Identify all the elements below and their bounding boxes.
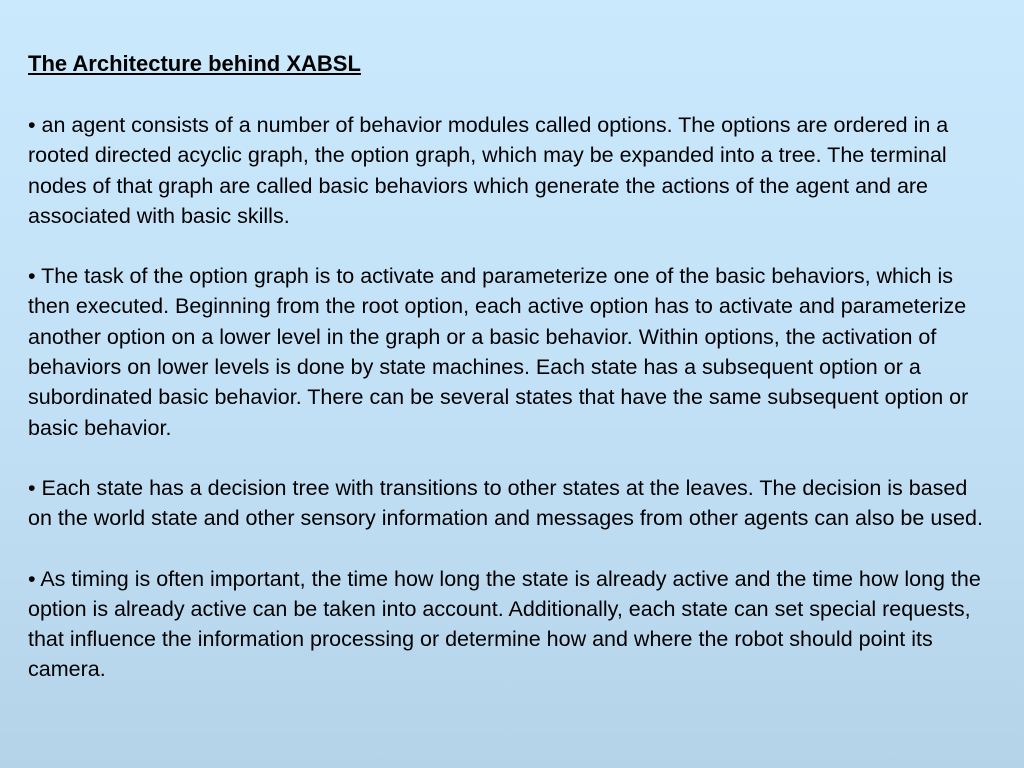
bullet-option-graph-task: • The task of the option graph is to activate and parameterize one of the basic behaviors, which is then executed. Beginning from the root option, each active option has to activate and parameterize another option on a lower level in the graph or a basic behavior. Within options, the activation of behaviors on lower levels is done by state machines. Each state has a subsequent option or a subordinated basic behavior. There can be several states that have the same subsequent option or basic behavior. bbox=[28, 264, 969, 440]
bullet-timing: • As timing is often important, the time how long the state is already active and the time how long the option is already active can be taken into account. Additionally, each state can set special requests, that influence the information processing or determine how and where the robot should point its camera. bbox=[28, 566, 981, 682]
bullet-decision-tree: • Each state has a decision tree with transitions to other states at the leaves. The decision is based on the world state and other sensory information and messages from other agents can also be used. bbox=[28, 475, 983, 531]
slide-title: The Architecture behind XABSL bbox=[28, 51, 361, 76]
bullet-options: • an agent consists of a number of behavior modules called options. The options are ordered in a rooted directed acyclic graph, the option graph, which may be expanded into a tree. The terminal nodes of that graph are called basic behaviors which generate the actions of the agent and are associated with basic skills. bbox=[28, 113, 949, 228]
bullet-list bbox=[28, 110, 988, 715]
